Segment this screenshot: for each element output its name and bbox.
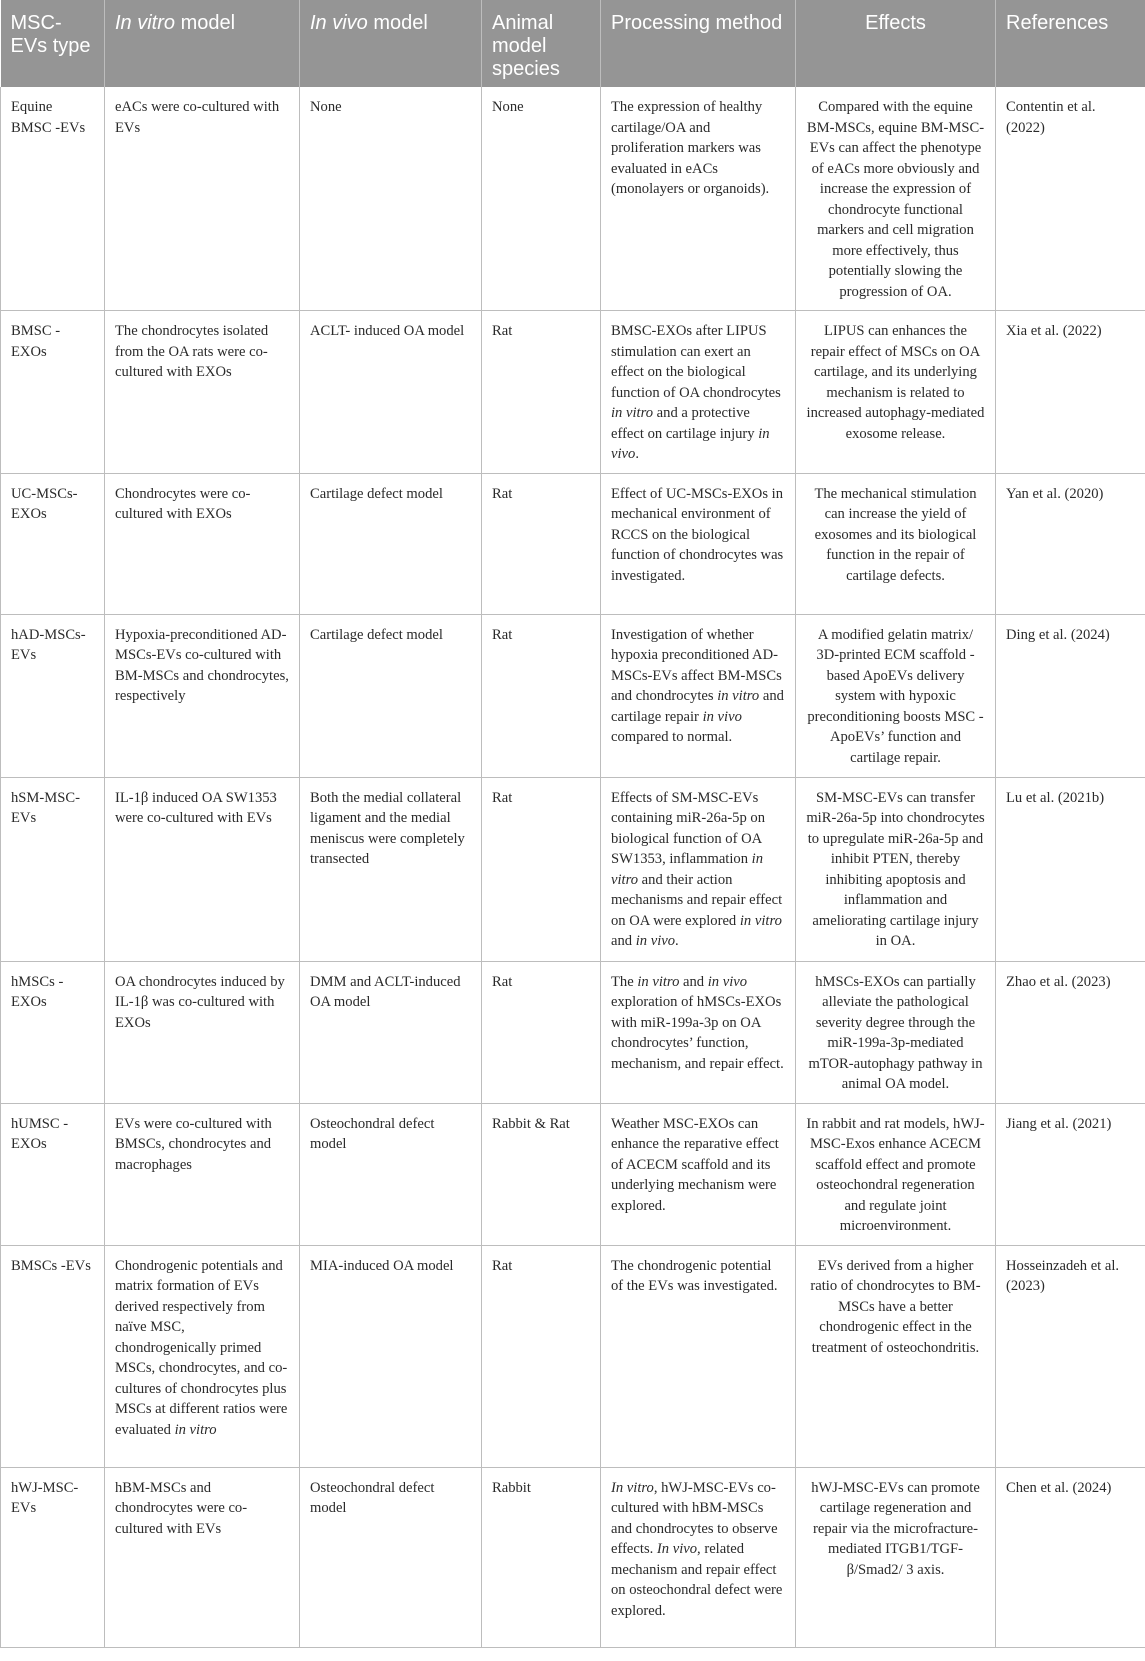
table-row bbox=[1, 614, 1145, 777]
cell-type: hSM-MSC-EVs bbox=[1, 777, 105, 961]
cell-processing: The in vitro and in vivo exploration of hMSCs-EXOs with miR-199a-3p on OA chondrocytes’ function, mechanism, and repair effect. bbox=[601, 961, 796, 1103]
cell-in-vivo: MIA-induced OA model bbox=[300, 1245, 482, 1467]
cell-type: UC-MSCs-EXOs bbox=[1, 473, 105, 614]
cell-processing: In vitro, hWJ-MSC-EVs co-cultured with hBM-MSCs and chondrocytes to observe effects. In vivo, related mechanism and repair effect on osteochondral defect were explored. bbox=[601, 1467, 796, 1647]
cell-species: Rat bbox=[482, 961, 601, 1103]
cell-effects: LIPUS can enhances the repair effect of MSCs on OA cartilage, and its underlying mechanism is related to increased autophagy-mediated exosome release. bbox=[796, 311, 996, 474]
cell-processing: Weather MSC-EXOs can enhance the reparative effect of ACECM scaffold and its underlying mechanism were explored. bbox=[601, 1103, 796, 1245]
cell-species: Rat bbox=[482, 311, 601, 474]
cell-species: Rabbit & Rat bbox=[482, 1103, 601, 1245]
cell-effects: EVs derived from a higher ratio of chondrocytes to BM-MSCs have a better chondrogenic effect in the treatment of osteochondritis. bbox=[796, 1245, 996, 1467]
table-row bbox=[1, 311, 1145, 474]
cell-in-vivo: DMM and ACLT-induced OA model bbox=[300, 961, 482, 1103]
cell-in-vivo: Cartilage defect model bbox=[300, 614, 482, 777]
table-row bbox=[1, 473, 1145, 614]
cell-reference: Lu et al. (2021b) bbox=[996, 777, 1145, 961]
cell-in-vitro: Chondrocytes were co-cultured with EXOs bbox=[105, 473, 300, 614]
cell-processing: Effects of SM-MSC-EVs containing miR-26a-5p on biological function of OA SW1353, inflammation in vitro and their action mechanisms and repair effect on OA were explored in vitro and in vivo. bbox=[601, 777, 796, 961]
cell-effects: In rabbit and rat models, hWJ-MSC-Exos enhance ACECM scaffold effect and promote osteochondral regeneration and regulate joint microenvironment. bbox=[796, 1103, 996, 1245]
cell-in-vivo: Osteochondral defect model bbox=[300, 1467, 482, 1647]
header-effects: Effects bbox=[796, 0, 996, 87]
cell-effects: Compared with the equine BM-MSCs, equine BM-MSC-EVs can affect the phenotype of eACs more obviously and increase the expression of chondrocyte functional markers and cell migration more effectively, thus potentially slowing the progression of OA. bbox=[796, 87, 996, 311]
cell-in-vitro: EVs were co-cultured with BMSCs, chondrocytes and macrophages bbox=[105, 1103, 300, 1245]
table-row bbox=[1, 961, 1145, 1103]
cell-in-vitro: OA chondrocytes induced by IL-1β was co-cultured with EXOs bbox=[105, 961, 300, 1103]
cell-reference: Jiang et al. (2021) bbox=[996, 1103, 1145, 1245]
cell-effects: A modified gelatin matrix/ 3D-printed ECM scaffold -based ApoEVs delivery system with hypoxic preconditioning boosts MSC - ApoEVs’ function and cartilage repair. bbox=[796, 614, 996, 777]
cell-processing: BMSC-EXOs after LIPUS stimulation can exert an effect on the biological function of OA chondrocytes in vitro and a protective effect on cartilage injury in vivo. bbox=[601, 311, 796, 474]
header-references: References bbox=[996, 0, 1145, 87]
cell-species: Rat bbox=[482, 1245, 601, 1467]
cell-in-vitro: Hypoxia-preconditioned AD-MSCs-EVs co-cultured with BM-MSCs and chondrocytes, respectively bbox=[105, 614, 300, 777]
cell-in-vivo: Both the medial collateral ligament and the medial meniscus were completely transected bbox=[300, 777, 482, 961]
cell-reference: Zhao et al. (2023) bbox=[996, 961, 1145, 1103]
cell-processing: Effect of UC-MSCs-EXOs in mechanical environment of RCCS on the biological function of chondrocytes was investigated. bbox=[601, 473, 796, 614]
header-row bbox=[1, 0, 1145, 87]
table-row bbox=[1, 1467, 1145, 1647]
cell-type: hMSCs -EXOs bbox=[1, 961, 105, 1103]
cell-reference: Contentin et al. (2022) bbox=[996, 87, 1145, 311]
cell-reference: Yan et al. (2020) bbox=[996, 473, 1145, 614]
cell-in-vitro: IL-1β induced OA SW1353 were co-cultured with EVs bbox=[105, 777, 300, 961]
cell-in-vitro: The chondrocytes isolated from the OA rats were co-cultured with EXOs bbox=[105, 311, 300, 474]
cell-processing: The expression of healthy cartilage/OA and proliferation markers was evaluated in eACs (monolayers or organoids). bbox=[601, 87, 796, 311]
table-row bbox=[1, 1245, 1145, 1467]
cell-in-vivo: Osteochondral defect model bbox=[300, 1103, 482, 1245]
cell-type: Equine BMSC -EVs bbox=[1, 87, 105, 311]
header-in-vivo: In vivo model bbox=[300, 0, 482, 87]
table-row bbox=[1, 87, 1145, 311]
cell-species: None bbox=[482, 87, 601, 311]
cell-reference: Ding et al. (2024) bbox=[996, 614, 1145, 777]
cell-type: BMSCs -EVs bbox=[1, 1245, 105, 1467]
cell-species: Rat bbox=[482, 777, 601, 961]
cell-processing: The chondrogenic potential of the EVs was investigated. bbox=[601, 1245, 796, 1467]
header-in-vitro: In vitro model bbox=[105, 0, 300, 87]
cell-effects: hMSCs-EXOs can partially alleviate the pathological severity degree through the miR-199a-3p-mediated mTOR-autophagy pathway in animal OA model. bbox=[796, 961, 996, 1103]
cell-effects: The mechanical stimulation can increase the yield of exosomes and its biological function in the repair of cartilage defects. bbox=[796, 473, 996, 614]
cell-in-vivo: None bbox=[300, 87, 482, 311]
cell-processing: Investigation of whether hypoxia preconditioned AD-MSCs-EVs affect BM-MSCs and chondrocytes in vitro and cartilage repair in vivo compared to normal. bbox=[601, 614, 796, 777]
header-processing: Processing method bbox=[601, 0, 796, 87]
cell-species: Rat bbox=[482, 473, 601, 614]
cell-in-vitro: hBM-MSCs and chondrocytes were co-cultured with EVs bbox=[105, 1467, 300, 1647]
cell-type: hUMSC -EXOs bbox=[1, 1103, 105, 1245]
cell-reference: Hosseinzadeh et al. (2023) bbox=[996, 1245, 1145, 1467]
header-species: Animal model species bbox=[482, 0, 601, 87]
cell-type: hAD-MSCs-EVs bbox=[1, 614, 105, 777]
cell-in-vivo: Cartilage defect model bbox=[300, 473, 482, 614]
table-row bbox=[1, 1103, 1145, 1245]
cell-reference: Xia et al. (2022) bbox=[996, 311, 1145, 474]
cell-in-vitro: eACs were co-cultured with EVs bbox=[105, 87, 300, 311]
cell-reference: Chen et al. (2024) bbox=[996, 1467, 1145, 1647]
cell-type: BMSC -EXOs bbox=[1, 311, 105, 474]
cell-species: Rat bbox=[482, 614, 601, 777]
cell-effects: SM-MSC-EVs can transfer miR-26a-5p into chondrocytes to upregulate miR-26a-5p and inhibit PTEN, thereby inhibiting apoptosis and inflammation and ameliorating cartilage injury in OA. bbox=[796, 777, 996, 961]
header-type: MSC-EVs type bbox=[1, 0, 105, 87]
table-row bbox=[1, 777, 1145, 961]
cell-effects: hWJ-MSC-EVs can promote cartilage regeneration and repair via the microfracture-mediated ITGB1/TGF-β/Smad2/ 3 axis. bbox=[796, 1467, 996, 1647]
cell-type: hWJ-MSC-EVs bbox=[1, 1467, 105, 1647]
cell-species: Rabbit bbox=[482, 1467, 601, 1647]
cell-in-vitro: Chondrogenic potentials and matrix formation of EVs derived respectively from naïve MSC, chondrogenically primed MSCs, chondrocytes, and co-cultures of chondrocytes plus MSCs at different ratios were evaluated in vitro bbox=[105, 1245, 300, 1467]
cell-in-vivo: ACLT- induced OA model bbox=[300, 311, 482, 474]
